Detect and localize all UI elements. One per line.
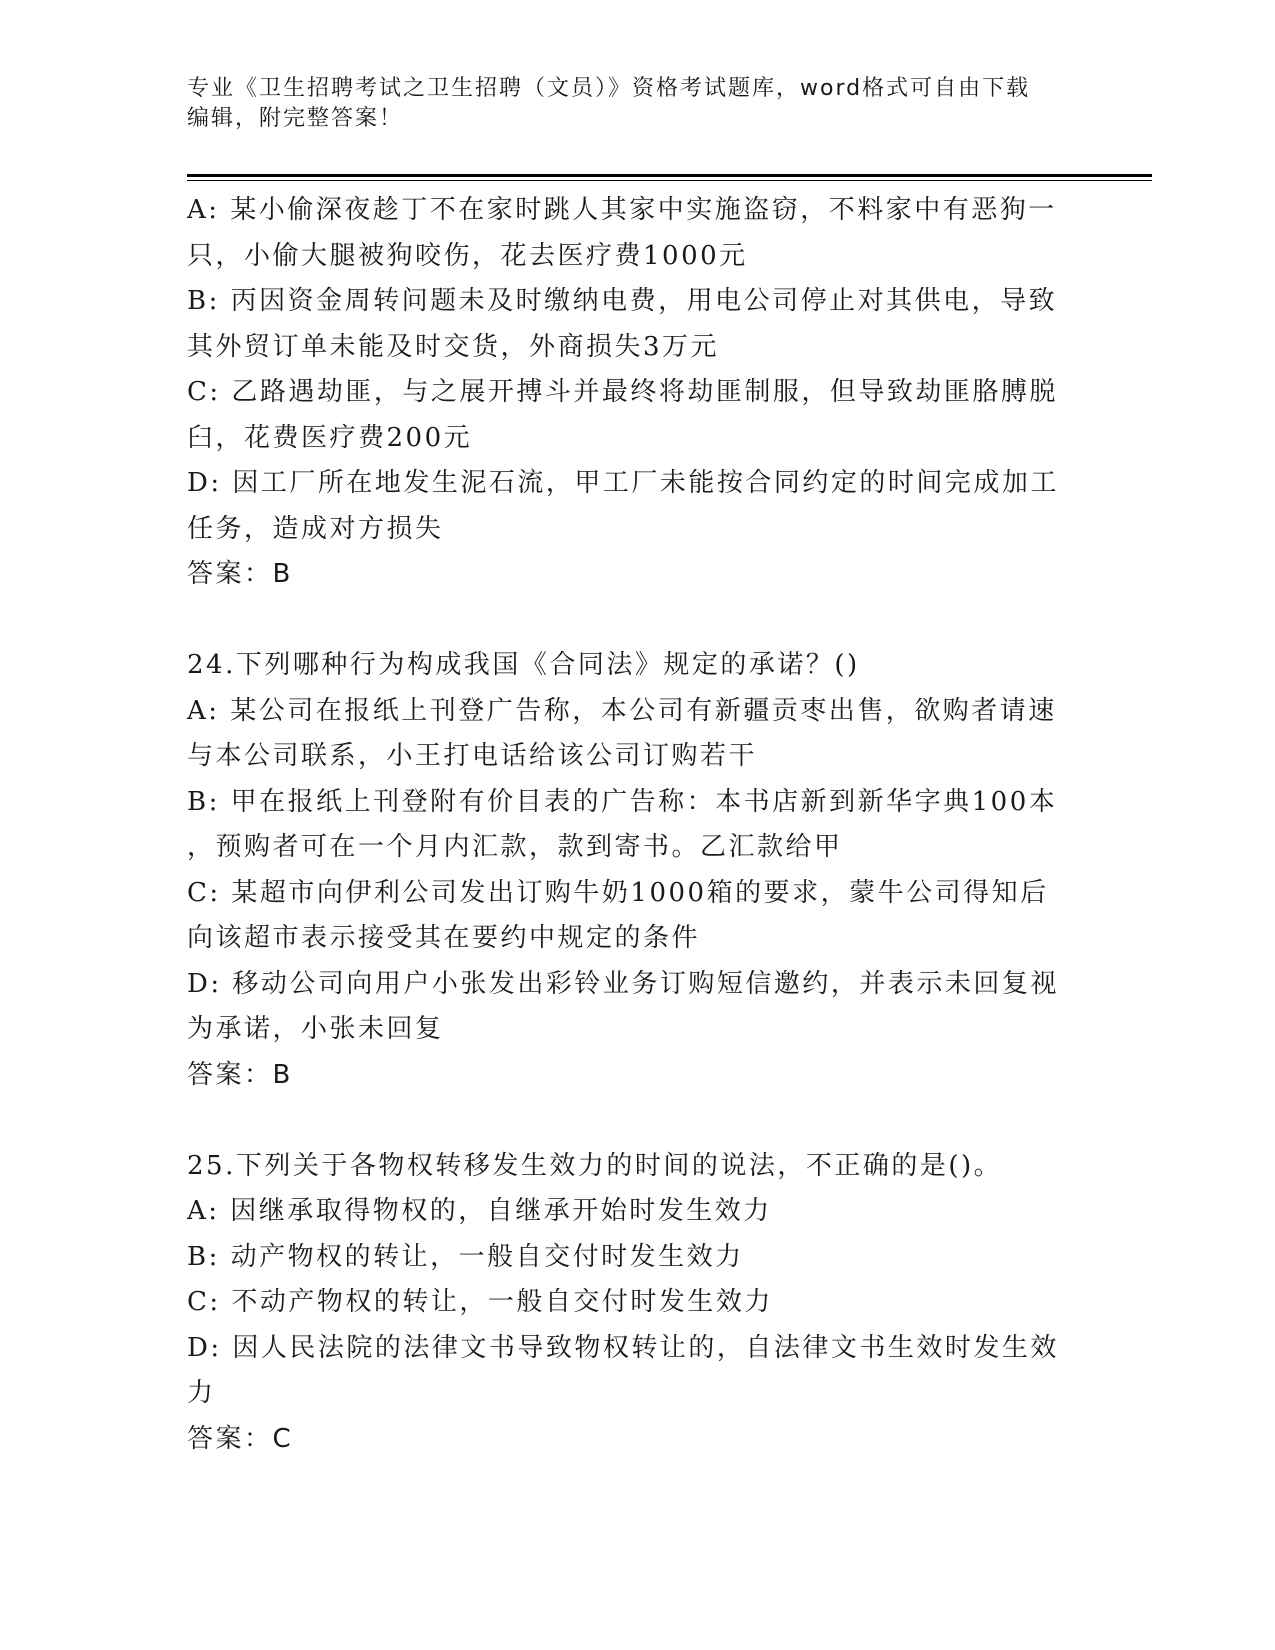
q24-option-c-line-2: 向该超市表示接受其在要约中规定的条件 [187, 923, 701, 953]
q25-question: 25.下列关于各物权转移发生效力的时间的说法，不正确的是()。 [187, 1150, 1003, 1181]
header-rule-thin [187, 180, 1152, 181]
q24-option-a-line-2: 与本公司联系，小王打电话给该公司订购若干 [187, 741, 758, 771]
header-line-2: 编辑，附完整答案！ [187, 106, 404, 131]
q25-option-a-line-1: A: 因继承取得物权的，自继承开始时发生效力 [187, 1196, 772, 1226]
q25-option-c-line-1: C: 不动产物权的转让，一般自交付时发生效力 [187, 1287, 773, 1317]
spacer [187, 598, 1077, 644]
q23-option-b-line-2: 其外贸订单未能及时交货，外商损失3万元 [187, 331, 720, 362]
q23-option-a-line-2: 只，小偷大腿被狗咬伤，花去医疗费1000元 [187, 240, 748, 271]
q25-option-d-line-2: 力 [187, 1378, 216, 1408]
q23-option-c-line-2: 臼，花费医疗费200元 [187, 422, 473, 453]
question-23-block [187, 188, 1077, 598]
q25-answer: 答案：C [187, 1423, 294, 1454]
q24-option-b-line-2: ，预购者可在一个月内汇款，款到寄书。乙汇款给甲 [187, 832, 843, 862]
q24-option-a-line-1: A: 某公司在报纸上刊登广告称，本公司有新疆贡枣出售，欲购者请速 [187, 695, 1057, 726]
q23-option-b-line-1: B: 丙因资金周转问题未及时缴纳电费，用电公司停止对其供电，导致 [187, 286, 1058, 316]
document-header [187, 74, 1077, 134]
q23-option-d-line-1: D: 因工厂所在地发生泥石流，甲工厂未能按合同约定的时间完成加工 [187, 468, 1059, 498]
q24-question: 24.下列哪种行为构成我国《合同法》规定的承诺？() [187, 650, 860, 680]
q23-option-c-line-1: C: 乙路遇劫匪，与之展开搏斗并最终将劫匪制服，但导致劫匪胳膊脱 [187, 377, 1058, 407]
header-rule-thick [187, 174, 1152, 177]
q24-option-d-line-2: 为承诺，小张未回复 [187, 1014, 444, 1044]
header-line-1: 专业《卫生招聘考试之卫生招聘（文员）》资格考试题库，word格式可自由下载 [187, 76, 1031, 101]
question-content [187, 188, 1077, 1462]
q24-option-b-line-1: B: 甲在报纸上刊登附有价目表的广告称：本书店新到新华字典100本 [187, 786, 1058, 817]
question-24-block [187, 643, 1077, 1098]
q24-answer: 答案：B [187, 1059, 293, 1090]
spacer [187, 1098, 1077, 1144]
q25-option-d-line-1: D: 因人民法院的法律文书导致物权转让的，自法律文书生效时发生效 [187, 1332, 1059, 1363]
q24-option-c-line-1: C: 某超市向伊利公司发出订购牛奶1000箱的要求，蒙牛公司得知后 [187, 877, 1049, 908]
q25-option-b-line-1: B: 动产物权的转让，一般自交付时发生效力 [187, 1241, 744, 1272]
q23-option-a-line-1: A: 某小偷深夜趁丁不在家时跳人其家中实施盗窃，不料家中有恶狗一 [187, 195, 1057, 225]
q23-answer: 答案：B [187, 559, 293, 589]
q24-option-d-line-1: D: 移动公司向用户小张发出彩铃业务订购短信邀约，并表示未回复视 [187, 968, 1059, 999]
q23-option-d-line-2: 任务，造成对方损失 [187, 513, 444, 544]
question-25-block [187, 1144, 1077, 1463]
